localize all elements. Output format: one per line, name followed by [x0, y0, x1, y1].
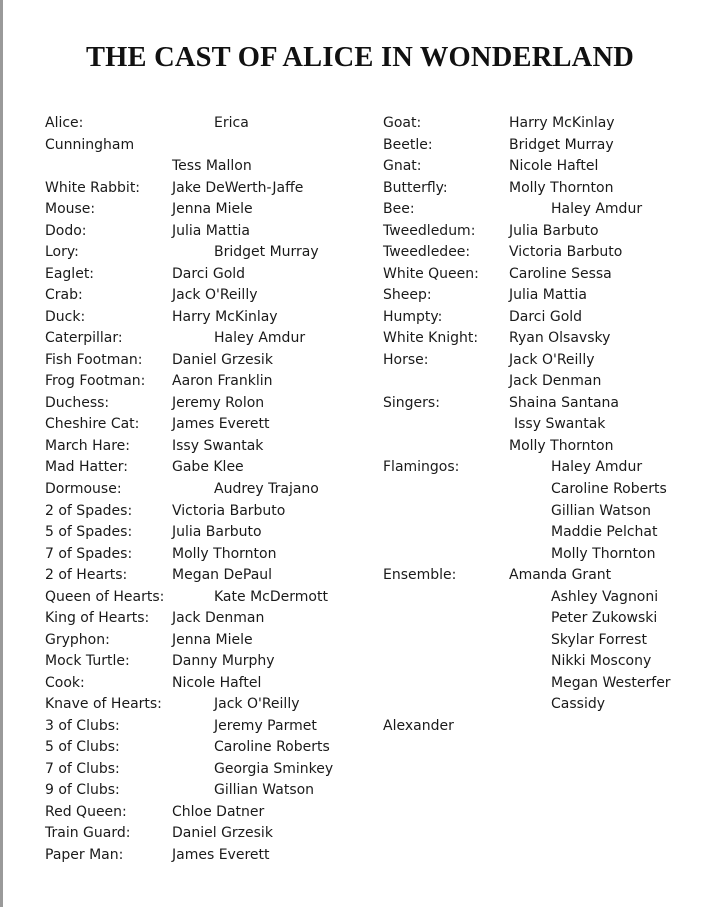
role-label: Bee: [383, 201, 415, 218]
role-label: Butterfly: [383, 179, 448, 196]
cast-row [0, 845, 720, 866]
role-label: Flamingos: [383, 459, 460, 476]
role-label: White Rabbit: [45, 179, 141, 196]
actor-name: Aaron Franklin [172, 373, 273, 390]
role-label: Frog Footman: [45, 373, 146, 390]
role-label: 9 of Clubs: [45, 782, 120, 799]
actor-name: Maddie Pelchat [551, 524, 658, 541]
role-label: Mouse: [45, 201, 96, 218]
actor-name: Issy Swantak [172, 437, 264, 454]
actor-name: Darci Gold [172, 265, 246, 282]
actor-name: Molly Thornton [551, 545, 656, 562]
role-label: Fish Footman: [45, 351, 143, 368]
cast-row [0, 436, 720, 457]
cast-row [0, 156, 720, 177]
actor-name: Jack O'Reilly [509, 351, 595, 368]
role-label: Train Guard: [45, 825, 131, 842]
role-label: Queen of Hearts: [45, 588, 165, 605]
actor-name: Darci Gold [509, 308, 583, 325]
cast-row [0, 630, 720, 651]
role-label: Humpty: [383, 308, 443, 325]
role-label: Caterpillar: [45, 330, 123, 347]
cast-row [0, 608, 720, 629]
cast-row [0, 393, 720, 414]
role-label: 2 of Spades: [45, 502, 133, 519]
actor-name: James Everett [172, 847, 270, 864]
cast-row [0, 802, 720, 823]
actor-name: Skylar Forrest [551, 631, 647, 648]
role-label: Ensemble: [383, 567, 457, 584]
role-label: 7 of Clubs: [45, 760, 120, 777]
actor-name: Molly Thornton [509, 437, 614, 454]
actor-name: Amanda Grant [509, 567, 612, 584]
actor-name: James Everett [172, 416, 270, 433]
role-label: Dormouse: [45, 481, 122, 497]
role-label: March Hare: [45, 437, 131, 454]
role-label: Singers: [383, 394, 440, 411]
cast-row [0, 414, 720, 435]
role-label: White Knight: [383, 330, 479, 347]
actor-name: Ryan Olsavsky [509, 330, 611, 347]
actor-name: Caroline Sessa [509, 265, 612, 282]
actor-name: Kate McDermott [214, 588, 328, 605]
actor-name: Cassidy [551, 696, 606, 713]
actor-name: Julia Mattia [172, 222, 250, 239]
role-label: Sheep: [383, 287, 432, 304]
actor-name: Issy Swantak [514, 416, 606, 433]
role-label: Alexander [383, 717, 454, 734]
actor-name: Gillian Watson [551, 502, 652, 519]
role-label: Duchess: [45, 394, 110, 411]
cast-row [0, 178, 720, 199]
role-label: Mock Turtle: [45, 653, 130, 670]
cast-row [0, 673, 720, 694]
cast-row [0, 780, 720, 801]
cast-row [0, 651, 720, 672]
actor-name: Haley Amdur [551, 201, 643, 218]
actor-name: Jeremy Parmet [214, 717, 317, 734]
actor-name: Nicole Haftel [172, 674, 262, 691]
cast-row [0, 694, 720, 715]
actor-name: Peter Zukowski [551, 610, 658, 627]
actor-name: Molly Thornton [509, 179, 614, 196]
role-label: Crab: [45, 287, 83, 304]
cast-row [0, 285, 720, 306]
actor-name: Jake DeWerth-Jaffe [172, 179, 304, 196]
role-label: Gryphon: [45, 631, 110, 648]
actor-name: Jenna Miele [172, 201, 253, 218]
actor-name: Ashley Vagnoni [551, 588, 659, 605]
cast-row [0, 716, 720, 737]
actor-name: Bridget Murray [509, 136, 614, 153]
cast-row [0, 221, 720, 242]
cast-row [0, 135, 720, 156]
actor-name: Gabe Klee [172, 459, 244, 476]
actor-name: Tess Mallon [172, 158, 252, 175]
role-label: Lory: [45, 244, 79, 261]
actor-name: Jack O'Reilly [214, 696, 300, 713]
role-label: Horse: [383, 351, 429, 368]
actor-name: Daniel Grzesik [172, 825, 273, 842]
actor-name: Caroline Roberts [214, 739, 330, 756]
actor-name: Julia Barbuto [172, 524, 262, 541]
role-label: Beetle: [383, 136, 433, 153]
actor-name: Jeremy Rolon [172, 394, 265, 411]
actor-name: Victoria Barbuto [509, 244, 623, 261]
role-label: Dodo: [45, 222, 87, 239]
cast-row [0, 113, 720, 134]
actor-name: Chloe Datner [172, 803, 265, 820]
cast-row [0, 544, 720, 565]
actor-name: Gillian Watson [214, 782, 315, 799]
role-label: Cunningham [45, 136, 135, 153]
cast-row [0, 479, 720, 500]
cast-row [0, 737, 720, 758]
actor-name: Nikki Moscony [551, 653, 652, 670]
actor-name: Haley Amdur [214, 330, 306, 347]
actor-name: Victoria Barbuto [172, 502, 286, 519]
cast-row [0, 457, 720, 478]
cast-row [0, 501, 720, 522]
cast-row [0, 823, 720, 844]
role-label: 5 of Spades: [45, 524, 133, 541]
role-label: Red Queen: [45, 803, 127, 820]
role-label: Tweedledee: [383, 244, 471, 261]
cast-row [0, 350, 720, 371]
cast-row [0, 307, 720, 328]
role-label: Cook: [45, 674, 85, 691]
cast-row [0, 522, 720, 543]
actor-name: Megan Westerfer [551, 674, 671, 691]
actor-name: Shaina Santana [509, 394, 619, 411]
role-label: Alice: [45, 115, 84, 131]
actor-name: Molly Thornton [172, 545, 277, 562]
page-title: THE CAST OF ALICE IN WONDERLAND [85, 42, 635, 73]
actor-name: Jack Denman [172, 610, 265, 627]
role-label: Tweedledum: [383, 222, 476, 239]
actor-name: Harry McKinlay [172, 308, 278, 325]
actor-name: Jenna Miele [172, 631, 253, 648]
actor-name: Nicole Haftel [509, 158, 599, 175]
role-label: White Queen: [383, 265, 479, 282]
actor-name: Audrey Trajano [214, 481, 319, 497]
actor-name: Caroline Roberts [551, 481, 667, 497]
actor-name: Bridget Murray [214, 244, 319, 261]
cast-row [0, 371, 720, 392]
role-label: 2 of Hearts: [45, 567, 128, 584]
role-label: Paper Man: [45, 847, 124, 864]
role-label: 5 of Clubs: [45, 739, 120, 756]
cast-row [0, 587, 720, 608]
actor-name: Jack O'Reilly [172, 287, 258, 304]
cast-row [0, 328, 720, 349]
actor-name: Jack Denman [509, 373, 602, 390]
role-label: Goat: [383, 115, 422, 131]
role-label: Knave of Hearts: [45, 696, 162, 713]
actor-name: Daniel Grzesik [172, 351, 273, 368]
actor-name: Megan DePaul [172, 567, 273, 584]
role-label: Mad Hatter: [45, 459, 128, 476]
role-label: Eaglet: [45, 265, 95, 282]
actor-name: Julia Barbuto [509, 222, 599, 239]
actor-name: Georgia Sminkey [214, 760, 334, 777]
actor-name: Harry McKinlay [509, 115, 615, 131]
cast-row [0, 242, 720, 263]
role-label: Cheshire Cat: [45, 416, 140, 433]
cast-row [0, 199, 720, 220]
actor-name: Erica [214, 115, 249, 131]
actor-name: Haley Amdur [551, 459, 643, 476]
cast-row [0, 759, 720, 780]
role-label: King of Hearts: [45, 610, 150, 627]
actor-name: Julia Mattia [509, 287, 587, 304]
actor-name: Danny Murphy [172, 653, 275, 670]
role-label: 7 of Spades: [45, 545, 133, 562]
role-label: Duck: [45, 308, 86, 325]
cast-row [0, 565, 720, 586]
role-label: 3 of Clubs: [45, 717, 120, 734]
role-label: Gnat: [383, 158, 422, 175]
cast-row [0, 264, 720, 285]
